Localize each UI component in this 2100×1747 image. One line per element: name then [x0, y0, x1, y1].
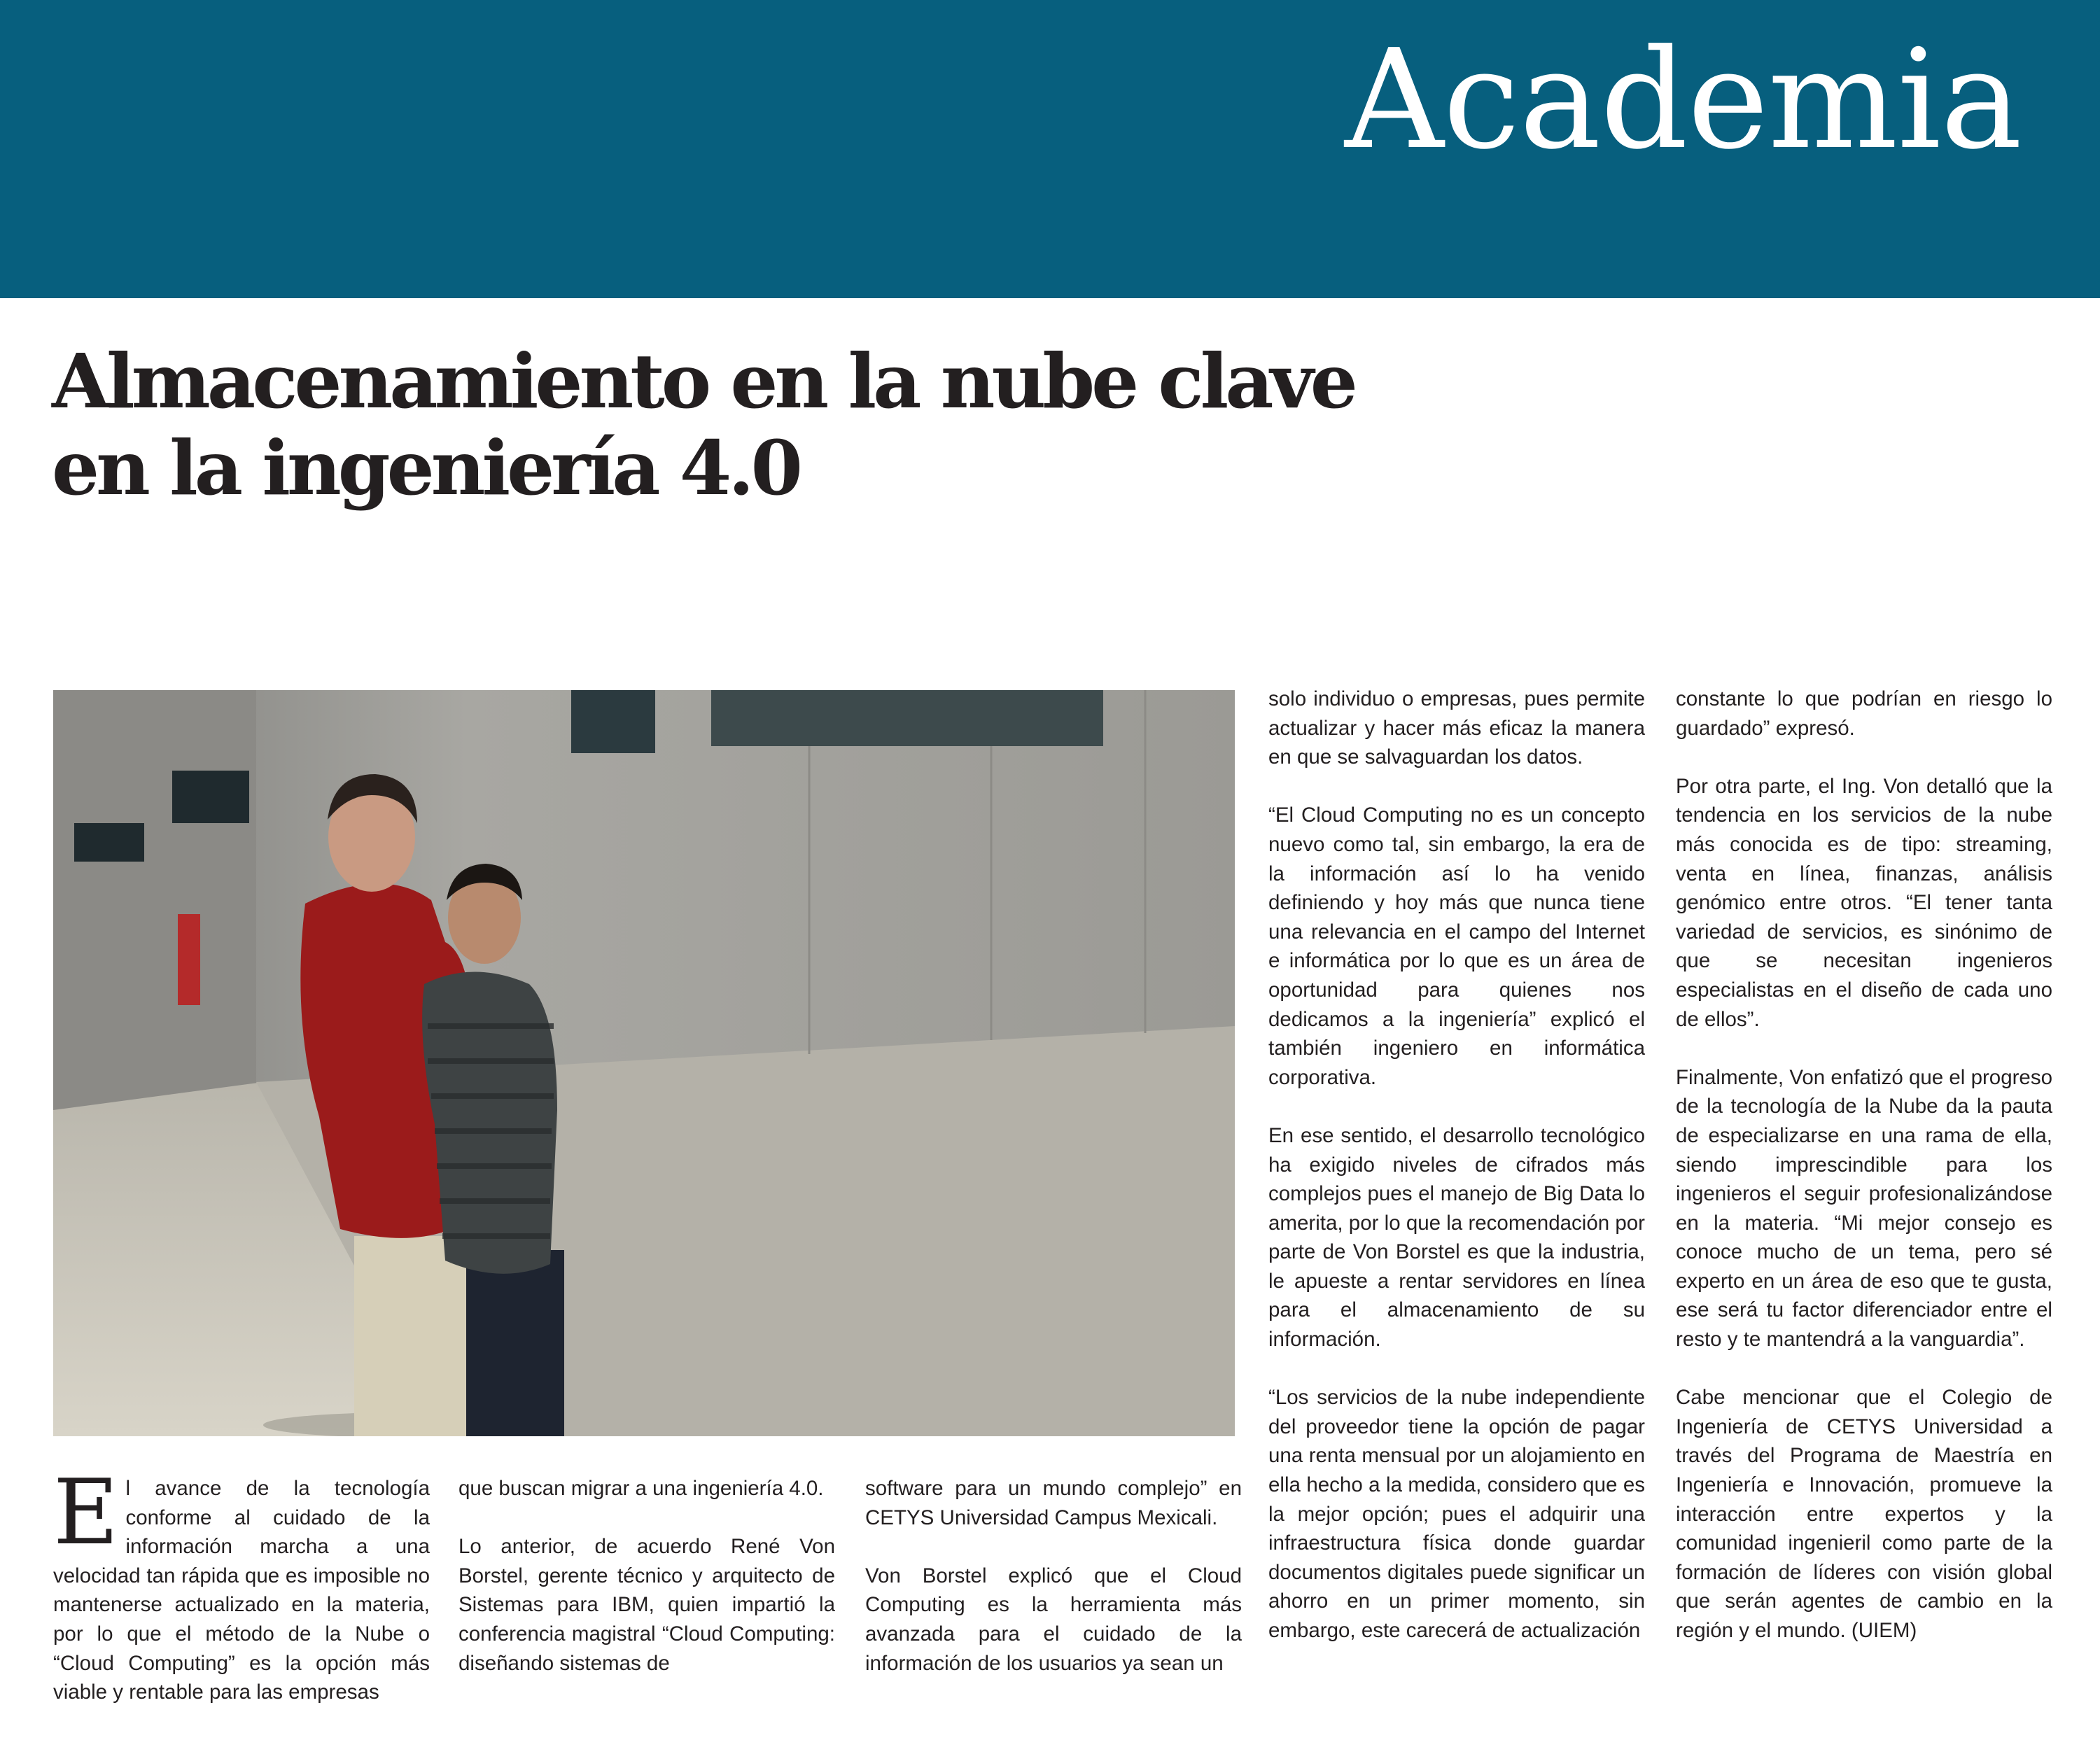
article-column-3: [865, 1474, 1242, 1678]
drop-cap: E: [53, 1461, 119, 1565]
paragraph: que buscan migrar a una ingeniería 4.0.: [458, 1477, 824, 1500]
paragraph: Por otra parte, el Ing. Von detalló que la tendencia en los servicios de la nube más conocida es de tipo: streaming, venta en línea, finanzas, análisis genómico entre otros. “El tener tanta variedad de servicios, es sinónimo de que se necesitan ingenieros especialistas en el diseño de cada uno de ellos”.: [1676, 774, 2052, 1031]
paragraph: [53, 1461, 430, 1707]
article-column-2: [458, 1474, 835, 1678]
section-header-band: [0, 0, 2100, 298]
paragraph: solo individuo o empresas, pues permite actualizar y hacer más eficaz la manera en que se salvaguardan los datos.: [1268, 687, 1645, 769]
paragraph: Lo anterior, de acuerdo René Von Borstel, gerente técnico y arquitecto de Sistemas para IBM, quien impartió la conferencia magistral “Cloud Computing: diseñando sistemas de: [458, 1535, 835, 1675]
article-column-5: [1676, 685, 2052, 1646]
headline-line-2: en la ingeniería 4.0: [52, 425, 799, 513]
paragraph: “Los servicios de la nube independiente del proveedor tiene la opción de pagar una renta mensual por un alojamiento en ella hecho a la medida, considero que es la mejor opción; pues el adquirir una infraestructura física donde guardar documentos digitales puede significar un ahorro en un primer momento, sin embargo, este carecerá de actualización: [1268, 1386, 1645, 1642]
paragraph: Finalmente, Von enfatizó que el progreso de la tecnología de la Nube da la pauta de especializarse en una rama de ella, siendo imprescindible para los ingenieros el seguir profesionalizándose en la materia. “Mi mejor consejo es conoce mucho de un tema, pero sé experto en un área de eso que te gusta, ese será tu factor diferenciador entre el resto y te mantendrá a la vanguardia”.: [1676, 1065, 2052, 1352]
headline-line-1: Almacenamiento en la nube clave: [52, 338, 1354, 426]
article-headline: [52, 339, 1522, 512]
paragraph: En ese sentido, el desarrollo tecnológico ha exigido niveles de cifrados más complejos pues el manejo de Big Data lo amerita, por lo que la recomendación por parte de Von Borstel es que la industria, le apueste a rentar servidores en línea para el almacenamiento de su información.: [1268, 1123, 1645, 1352]
article-photo: [53, 690, 1235, 1436]
section-title: Academia: [1344, 20, 2022, 180]
article-column-1: [53, 1461, 430, 1707]
photo-illustration: [53, 690, 1235, 1436]
paragraph-text: l avance de la tecnología conforme al cuidado de la información marcha a una velocidad tan rápida que es imposible no mantenerse actualizado en la materia, por lo que el método de la Nube o “Cloud Computing” es la opción más viable y rentable para las empresas: [53, 1477, 430, 1704]
paragraph: constante lo que podrían en riesgo lo guardado” expresó.: [1676, 687, 2052, 740]
paragraph: software para un mundo complejo” en CETYS Universidad Campus Mexicali.: [865, 1477, 1242, 1529]
article-column-4: [1268, 685, 1645, 1646]
paragraph: Von Borstel explicó que el Cloud Computing es la herramienta más avanzada para el cuidado de la información de los usuarios ya sean un: [865, 1564, 1242, 1675]
paragraph: Cabe mencionar que el Colegio de Ingeniería de CETYS Universidad a través del Programa de Maestría en Ingeniería e Innovación, promueve la interacción entre expertos y la comunidad ingenieril como parte de la formación de líderes con visión global que serán agentes de cambio en la región y el mundo. (UIEM): [1676, 1386, 2052, 1642]
paragraph: “El Cloud Computing no es un concepto nuevo como tal, sin embargo, la era de la información así lo ha venido definiendo y hoy más que nunca tiene una relevancia en el campo del Internet e informática por lo que es un área de oportunidad para quienes nos dedicamos a la ingeniería” explicó el también ingeniero en informática corporativa.: [1268, 804, 1645, 1089]
